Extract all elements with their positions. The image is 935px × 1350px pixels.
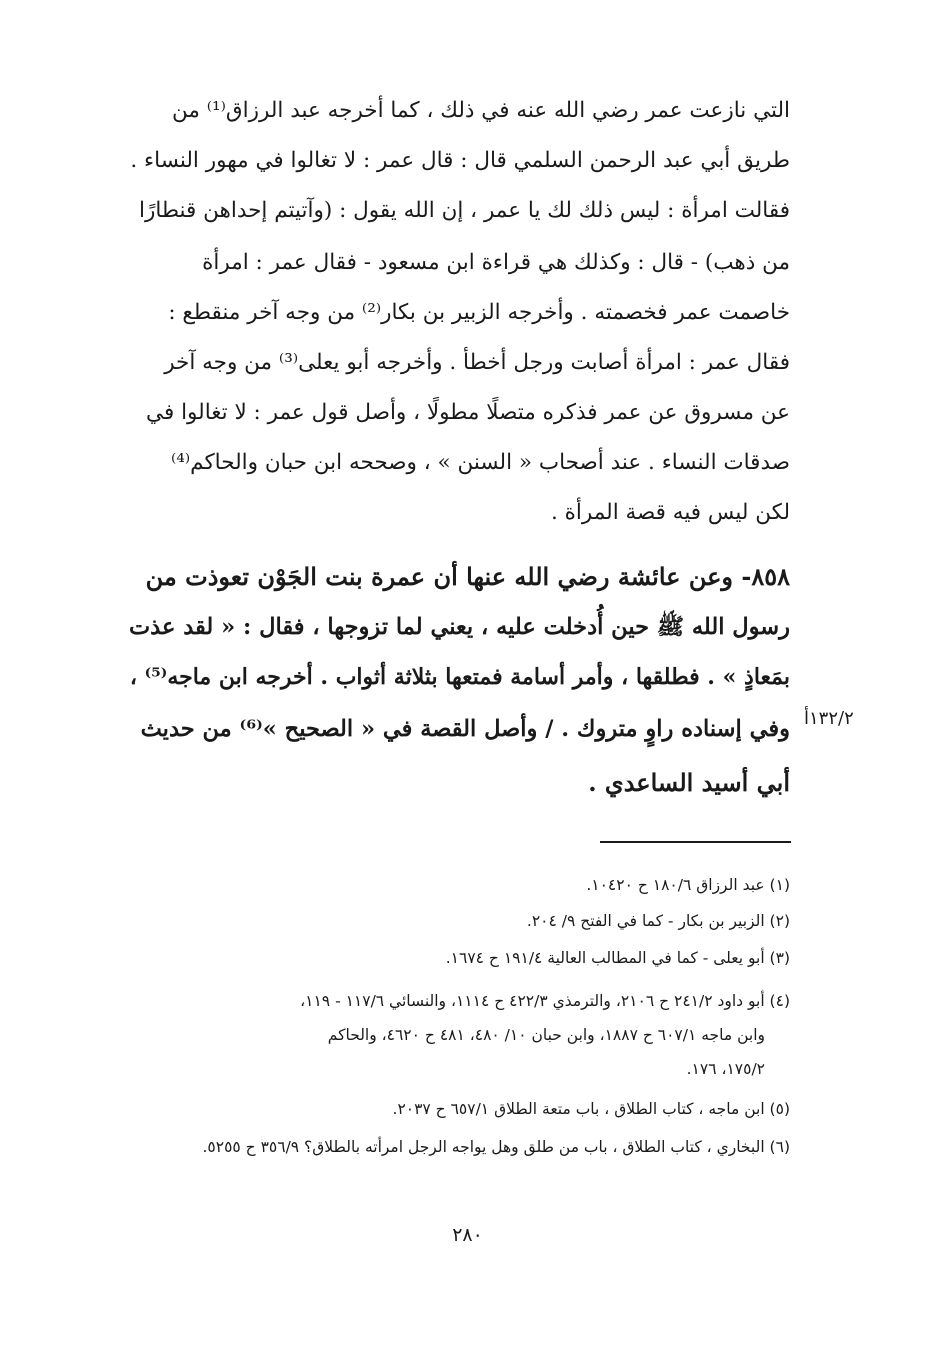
footnote: (٤) أبو داود ٢٤١/٢ ح ٢١٠٦، والترمذي ٤٢٢/٣ ح ١١١٤، والنسائي ١١٧/٦ - ١١٩،	[300, 992, 790, 1010]
body-line: التي نازعت عمر رضي الله عنه في ذلك ، كما أخرجه عبد الرزاق⁽¹⁾ من	[172, 98, 790, 123]
manuscript-folio-marker: ١٣٢/٢أ	[804, 708, 854, 729]
body-line: لكن ليس فيه قصة المرأة .	[550, 500, 790, 525]
footnote: (١) عبد الرزاق ١٨٠/٦ ح ١٠٤٢٠.	[586, 876, 790, 894]
body-line: فقالت امرأة : ليس ذلك لك يا عمر ، إن الله يقول : (وآتيتم إحداهن قنطارًا	[139, 198, 790, 223]
footnote-separator	[600, 841, 791, 843]
hadith-line: رسول الله ﷺ حين أُدخلت عليه ، يعني لما تزوجها ، فقال : « لقد عذت	[128, 614, 790, 640]
footnote: (٦) البخاري ، كتاب الطلاق ، باب من طلق وهل يواجه الرجل امرأته بالطلاق؟ ٣٥٦/٩ ح ٥٢٥٥.	[202, 1138, 790, 1156]
body-line: من ذهب) - قال : وكذلك هي قراءة ابن مسعود - فقال عمر : امرأة	[202, 250, 790, 275]
body-line: خاصمت عمر فخصمته . وأخرجه الزبير بن بكار⁽²⁾ من وجه آخر منقطع :	[168, 300, 790, 325]
footnote: (٢) الزبير بن بكار - كما في الفتح ٩/ ٢٠٤.	[526, 912, 790, 930]
hadith-line: وفي إسناده راوٍ متروك . / وأصل القصة في « الصحيح »⁽⁶⁾ من حديث	[140, 716, 790, 742]
hadith-line: بمَعاذٍ » . فطلقها ، وأمر أسامة فمتعها بثلاثة أثواب . أخرجه ابن ماجه⁽⁵⁾ ،	[129, 664, 790, 690]
hadith-line: ٨٥٨- وعن عائشة رضي الله عنها أن عمرة بنت الجَوْن تعوذت من	[145, 562, 790, 591]
body-line: طريق أبي عبد الرحمن السلمي قال : قال عمر : لا تغالوا في مهور النساء .	[130, 148, 790, 173]
footnote-continuation: وابن ماجه ٦٠٧/١ ح ١٨٨٧، وابن حبان ١٠/ ٤٨٠، ٤٨١ ح ٤٦٢٠، والحاكم	[327, 1026, 765, 1044]
page-number: ٢٨٠	[452, 1224, 483, 1246]
body-line: عن مسروق عن عمر فذكره متصلًا مطولًا ، وأصل قول عمر : لا تغالوا في	[146, 400, 790, 425]
footnote: (٥) ابن ماجه ، كتاب الطلاق ، باب متعة الطلاق ٦٥٧/١ ح ٢٠٣٧.	[392, 1100, 790, 1118]
footnote: (٣) أبو يعلى - كما في المطالب العالية ١٩١/٤ ح ١٦٧٤.	[445, 949, 790, 967]
footnote-continuation: ١٧٥/٢، ١٧٦.	[686, 1060, 765, 1078]
hadith-line: أبي أسيد الساعدي .	[588, 768, 790, 797]
body-line: فقال عمر : امرأة أصابت ورجل أخطأ . وأخرجه أبو يعلى⁽³⁾ من وجه آخر	[164, 350, 790, 375]
body-line: صدقات النساء . عند أصحاب « السنن » ، وصححه ابن حبان والحاكم⁽⁴⁾	[170, 450, 790, 475]
